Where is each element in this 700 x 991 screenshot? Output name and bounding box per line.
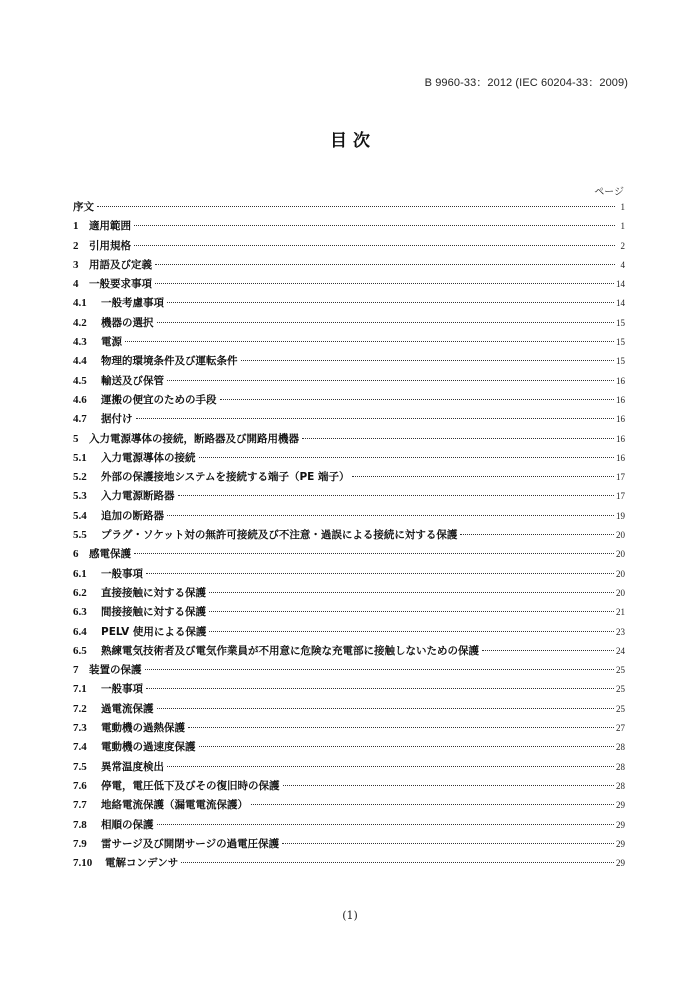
table-of-contents [73, 198, 625, 873]
toc-entry-page: 1 [620, 202, 625, 212]
toc-entry-number: 4.3 [73, 336, 87, 349]
toc-entry-page: 27 [616, 723, 625, 734]
toc-entry-title: 電源 [101, 336, 122, 349]
toc-leader-dots [209, 592, 614, 593]
toc-entry-number: 5.4 [73, 509, 87, 522]
toc-entry[interactable] [73, 487, 625, 506]
toc-entry-page: 14 [616, 279, 625, 290]
toc-entry-page: 15 [616, 317, 625, 328]
toc-leader-dots [209, 631, 614, 632]
toc-leader-dots [352, 476, 614, 477]
toc-leader-dots [157, 824, 615, 825]
toc-entry[interactable] [73, 352, 625, 371]
toc-entry-number: 6.1 [73, 567, 87, 580]
toc-entry-title: 電動機の過熱保護 [101, 722, 185, 735]
toc-entry-number: 7.3 [73, 722, 87, 735]
toc-entry-title: 追加の断路器 [101, 509, 164, 522]
toc-leader-dots [134, 225, 615, 226]
toc-entry-number: 5.2 [73, 471, 87, 484]
toc-entry[interactable] [73, 642, 625, 661]
toc-entry-page: 28 [616, 761, 625, 772]
toc-entry[interactable] [73, 545, 625, 564]
toc-entry-title: PELV 使用による保護 [101, 625, 207, 638]
toc-leader-dots [125, 341, 614, 342]
page-title: 目 次 [330, 131, 370, 151]
toc-entry[interactable] [73, 449, 625, 468]
toc-entry[interactable] [73, 256, 625, 275]
toc-entry-page: 16 [616, 433, 625, 444]
toc-entry-number: 7.8 [73, 818, 87, 831]
toc-entry-title: プラグ・ソケット対の無許可接続及び不注意・過誤による接続に対する保護 [101, 529, 458, 542]
toc-entry-number: 1 [73, 220, 79, 233]
toc-leader-dots [145, 669, 615, 670]
toc-entry-title: 入力電源導体の接続 [101, 451, 196, 464]
toc-entry-page: 21 [616, 607, 625, 618]
toc-entry[interactable] [73, 700, 625, 719]
toc-leader-dots [167, 302, 614, 303]
toc-entry-number: 6 [73, 548, 79, 561]
toc-entry-page: 28 [616, 780, 625, 791]
toc-entry-title: 据付け [101, 413, 133, 426]
toc-entry-number: 6.5 [73, 644, 87, 657]
toc-leader-dots [136, 418, 615, 419]
toc-entry-page: 15 [616, 356, 625, 367]
toc-entry[interactable] [73, 719, 625, 738]
toc-entry[interactable] [73, 217, 625, 236]
toc-entry-page: 19 [616, 510, 625, 521]
toc-entry-number: 6.3 [73, 606, 87, 619]
toc-entry-title: 熟練電気技術者及び電気作業員が不用意に危険な充電部に接触しないための保護 [101, 644, 479, 657]
toc-entry-number: 7.7 [73, 799, 87, 812]
toc-entry-title: 輸送及び保管 [101, 374, 164, 387]
toc-leader-dots [167, 515, 614, 516]
toc-entry[interactable] [73, 758, 625, 777]
toc-entry-title: 雷サージ及び開閉サージの過電圧保護 [101, 837, 280, 850]
toc-entry[interactable] [73, 198, 625, 217]
toc-entry-number: 5.1 [73, 451, 87, 464]
toc-leader-dots [155, 264, 615, 265]
toc-entry-page: 17 [616, 472, 625, 483]
toc-entry-page: 29 [616, 858, 625, 869]
toc-entry-page: 2 [620, 240, 625, 251]
toc-entry[interactable] [73, 603, 625, 622]
toc-entry-number: 7.1 [73, 683, 87, 696]
toc-leader-dots [302, 438, 614, 439]
toc-entry-page: 20 [616, 568, 625, 579]
toc-entry[interactable] [73, 738, 625, 757]
page-number-footer: (1) [342, 909, 358, 922]
toc-entry[interactable] [73, 410, 625, 429]
page-column-label: ページ [594, 187, 624, 198]
toc-entry-number: 7 [73, 664, 79, 677]
toc-leader-dots [251, 804, 614, 805]
toc-entry[interactable] [73, 237, 625, 256]
toc-entry[interactable] [73, 623, 625, 642]
toc-entry-title: 引用規格 [89, 239, 131, 252]
toc-entry-number: 4.1 [73, 297, 87, 310]
toc-entry-page: 24 [616, 645, 625, 656]
toc-entry-title: 機器の選択 [101, 316, 154, 329]
toc-leader-dots [157, 322, 615, 323]
toc-leader-dots [199, 457, 615, 458]
toc-entry-title: 用語及び定義 [89, 258, 152, 271]
toc-leader-dots [146, 688, 614, 689]
toc-leader-dots [188, 727, 614, 728]
toc-entry[interactable] [73, 816, 625, 835]
toc-entry-title: 感電保護 [89, 548, 131, 561]
toc-entry[interactable] [73, 333, 625, 352]
toc-entry-title: 間接接触に対する保護 [101, 606, 206, 619]
toc-entry-page: 20 [616, 549, 625, 560]
toc-entry-title: 入力電源断路器 [101, 490, 175, 503]
toc-entry-title: 地絡電流保護（漏電電流保護） [101, 799, 248, 812]
toc-entry-page: 28 [616, 742, 625, 753]
toc-entry-page: 16 [616, 375, 625, 386]
toc-entry[interactable] [73, 584, 625, 603]
toc-entry[interactable] [73, 468, 625, 487]
toc-entry-title: 異常温度検出 [101, 760, 164, 773]
toc-entry[interactable] [73, 391, 625, 410]
toc-entry-page: 1 [620, 221, 625, 232]
toc-entry-page: 17 [616, 491, 625, 502]
toc-entry-page: 29 [616, 819, 625, 830]
toc-entry-title: 過電流保護 [101, 702, 154, 715]
toc-entry-page: 16 [616, 452, 625, 463]
toc-leader-dots [220, 399, 615, 400]
toc-leader-dots [157, 708, 615, 709]
toc-leader-dots [460, 534, 614, 535]
toc-leader-dots [146, 573, 614, 574]
toc-entry-title: 電解コンデンサ [105, 857, 179, 870]
standard-header: B 9960-33：2012 (IEC 60204-33：2009) [424, 77, 628, 89]
toc-entry[interactable] [73, 565, 625, 584]
toc-entry-title: 電動機の過速度保護 [101, 741, 196, 754]
toc-entry[interactable] [73, 314, 625, 333]
toc-entry[interactable] [73, 661, 625, 680]
toc-entry-page: 4 [620, 259, 625, 270]
toc-entry-number: 4.2 [73, 316, 87, 329]
toc-leader-dots [181, 862, 614, 863]
toc-entry-title: 一般事項 [101, 683, 143, 696]
toc-entry-number: 5.3 [73, 490, 87, 503]
toc-entry-title: 直接接触に対する保護 [101, 586, 206, 599]
toc-entry-page: 29 [616, 838, 625, 849]
toc-entry-page: 15 [616, 337, 625, 348]
toc-entry-number: 7.2 [73, 702, 87, 715]
toc-entry[interactable] [73, 430, 625, 449]
toc-leader-dots [134, 553, 614, 554]
toc-entry-number: 7.4 [73, 741, 87, 754]
toc-entry-number: 7.5 [73, 760, 87, 773]
toc-leader-dots [167, 766, 614, 767]
toc-entry-number: 6.2 [73, 586, 87, 599]
toc-entry-number: 4 [73, 278, 79, 291]
toc-entry-page: 25 [616, 684, 625, 695]
toc-entry-page: 16 [616, 394, 625, 405]
toc-leader-dots [482, 650, 614, 651]
toc-entry-title: 停電，電圧低下及びその復旧時の保護 [101, 779, 280, 792]
toc-entry-page: 16 [616, 414, 625, 425]
toc-entry-number: 7.10 [73, 857, 93, 870]
toc-entry-title: 物理的環境条件及び運転条件 [101, 355, 238, 368]
toc-leader-dots [134, 245, 615, 246]
toc-entry-title: 運搬の便宜のための手段 [101, 393, 217, 406]
toc-entry-title: 外部の保護接地システムを接続する端子（PE 端子） [101, 471, 350, 484]
toc-leader-dots [283, 785, 615, 786]
toc-entry-page: 25 [616, 665, 625, 676]
toc-entry-number: 5 [73, 432, 79, 445]
toc-entry-number: 5.5 [73, 529, 87, 542]
toc-entry-title: 一般事項 [101, 567, 143, 580]
toc-entry-page: 25 [616, 703, 625, 714]
toc-entry[interactable] [73, 835, 625, 854]
toc-entry-number: 4.6 [73, 393, 87, 406]
toc-entry[interactable] [73, 526, 625, 545]
toc-entry[interactable] [73, 777, 625, 796]
toc-leader-dots [178, 495, 615, 496]
toc-entry-title: 適用範囲 [89, 220, 131, 233]
toc-entry-number: 7.6 [73, 779, 87, 792]
toc-entry[interactable] [73, 796, 625, 815]
toc-entry[interactable] [73, 854, 625, 873]
toc-leader-dots [97, 206, 615, 207]
toc-entry-page: 23 [616, 626, 625, 637]
toc-entry[interactable] [73, 275, 625, 294]
toc-leader-dots [241, 360, 615, 361]
toc-entry-page: 29 [616, 800, 625, 811]
toc-entry-number: 6.4 [73, 625, 87, 638]
toc-entry-number: 3 [73, 258, 79, 271]
toc-entry-number: 4.5 [73, 374, 87, 387]
toc-entry-page: 20 [616, 587, 625, 598]
toc-entry-page: 20 [616, 530, 625, 541]
toc-entry-number: 4.4 [73, 355, 87, 368]
toc-entry-title: 一般考慮事項 [101, 297, 164, 310]
toc-leader-dots [282, 843, 614, 844]
toc-entry-number: 4.7 [73, 413, 87, 426]
toc-entry-number: 2 [73, 239, 79, 252]
toc-entry[interactable] [73, 372, 625, 391]
toc-entry-number: 7.9 [73, 837, 87, 850]
toc-entry-page: 14 [616, 298, 625, 309]
toc-entry[interactable] [73, 507, 625, 526]
toc-leader-dots [209, 611, 614, 612]
toc-entry-title: 入力電源導体の接続，断路器及び開路用機器 [89, 432, 299, 445]
toc-leader-dots [155, 283, 614, 284]
toc-entry[interactable] [73, 294, 625, 313]
toc-entry-title: 序文 [73, 201, 94, 213]
toc-entry-title: 一般要求事項 [89, 278, 152, 291]
toc-leader-dots [199, 746, 615, 747]
toc-entry[interactable] [73, 680, 625, 699]
toc-entry-title: 相順の保護 [101, 818, 154, 831]
toc-leader-dots [167, 380, 614, 381]
toc-entry-title: 装置の保護 [89, 664, 142, 677]
